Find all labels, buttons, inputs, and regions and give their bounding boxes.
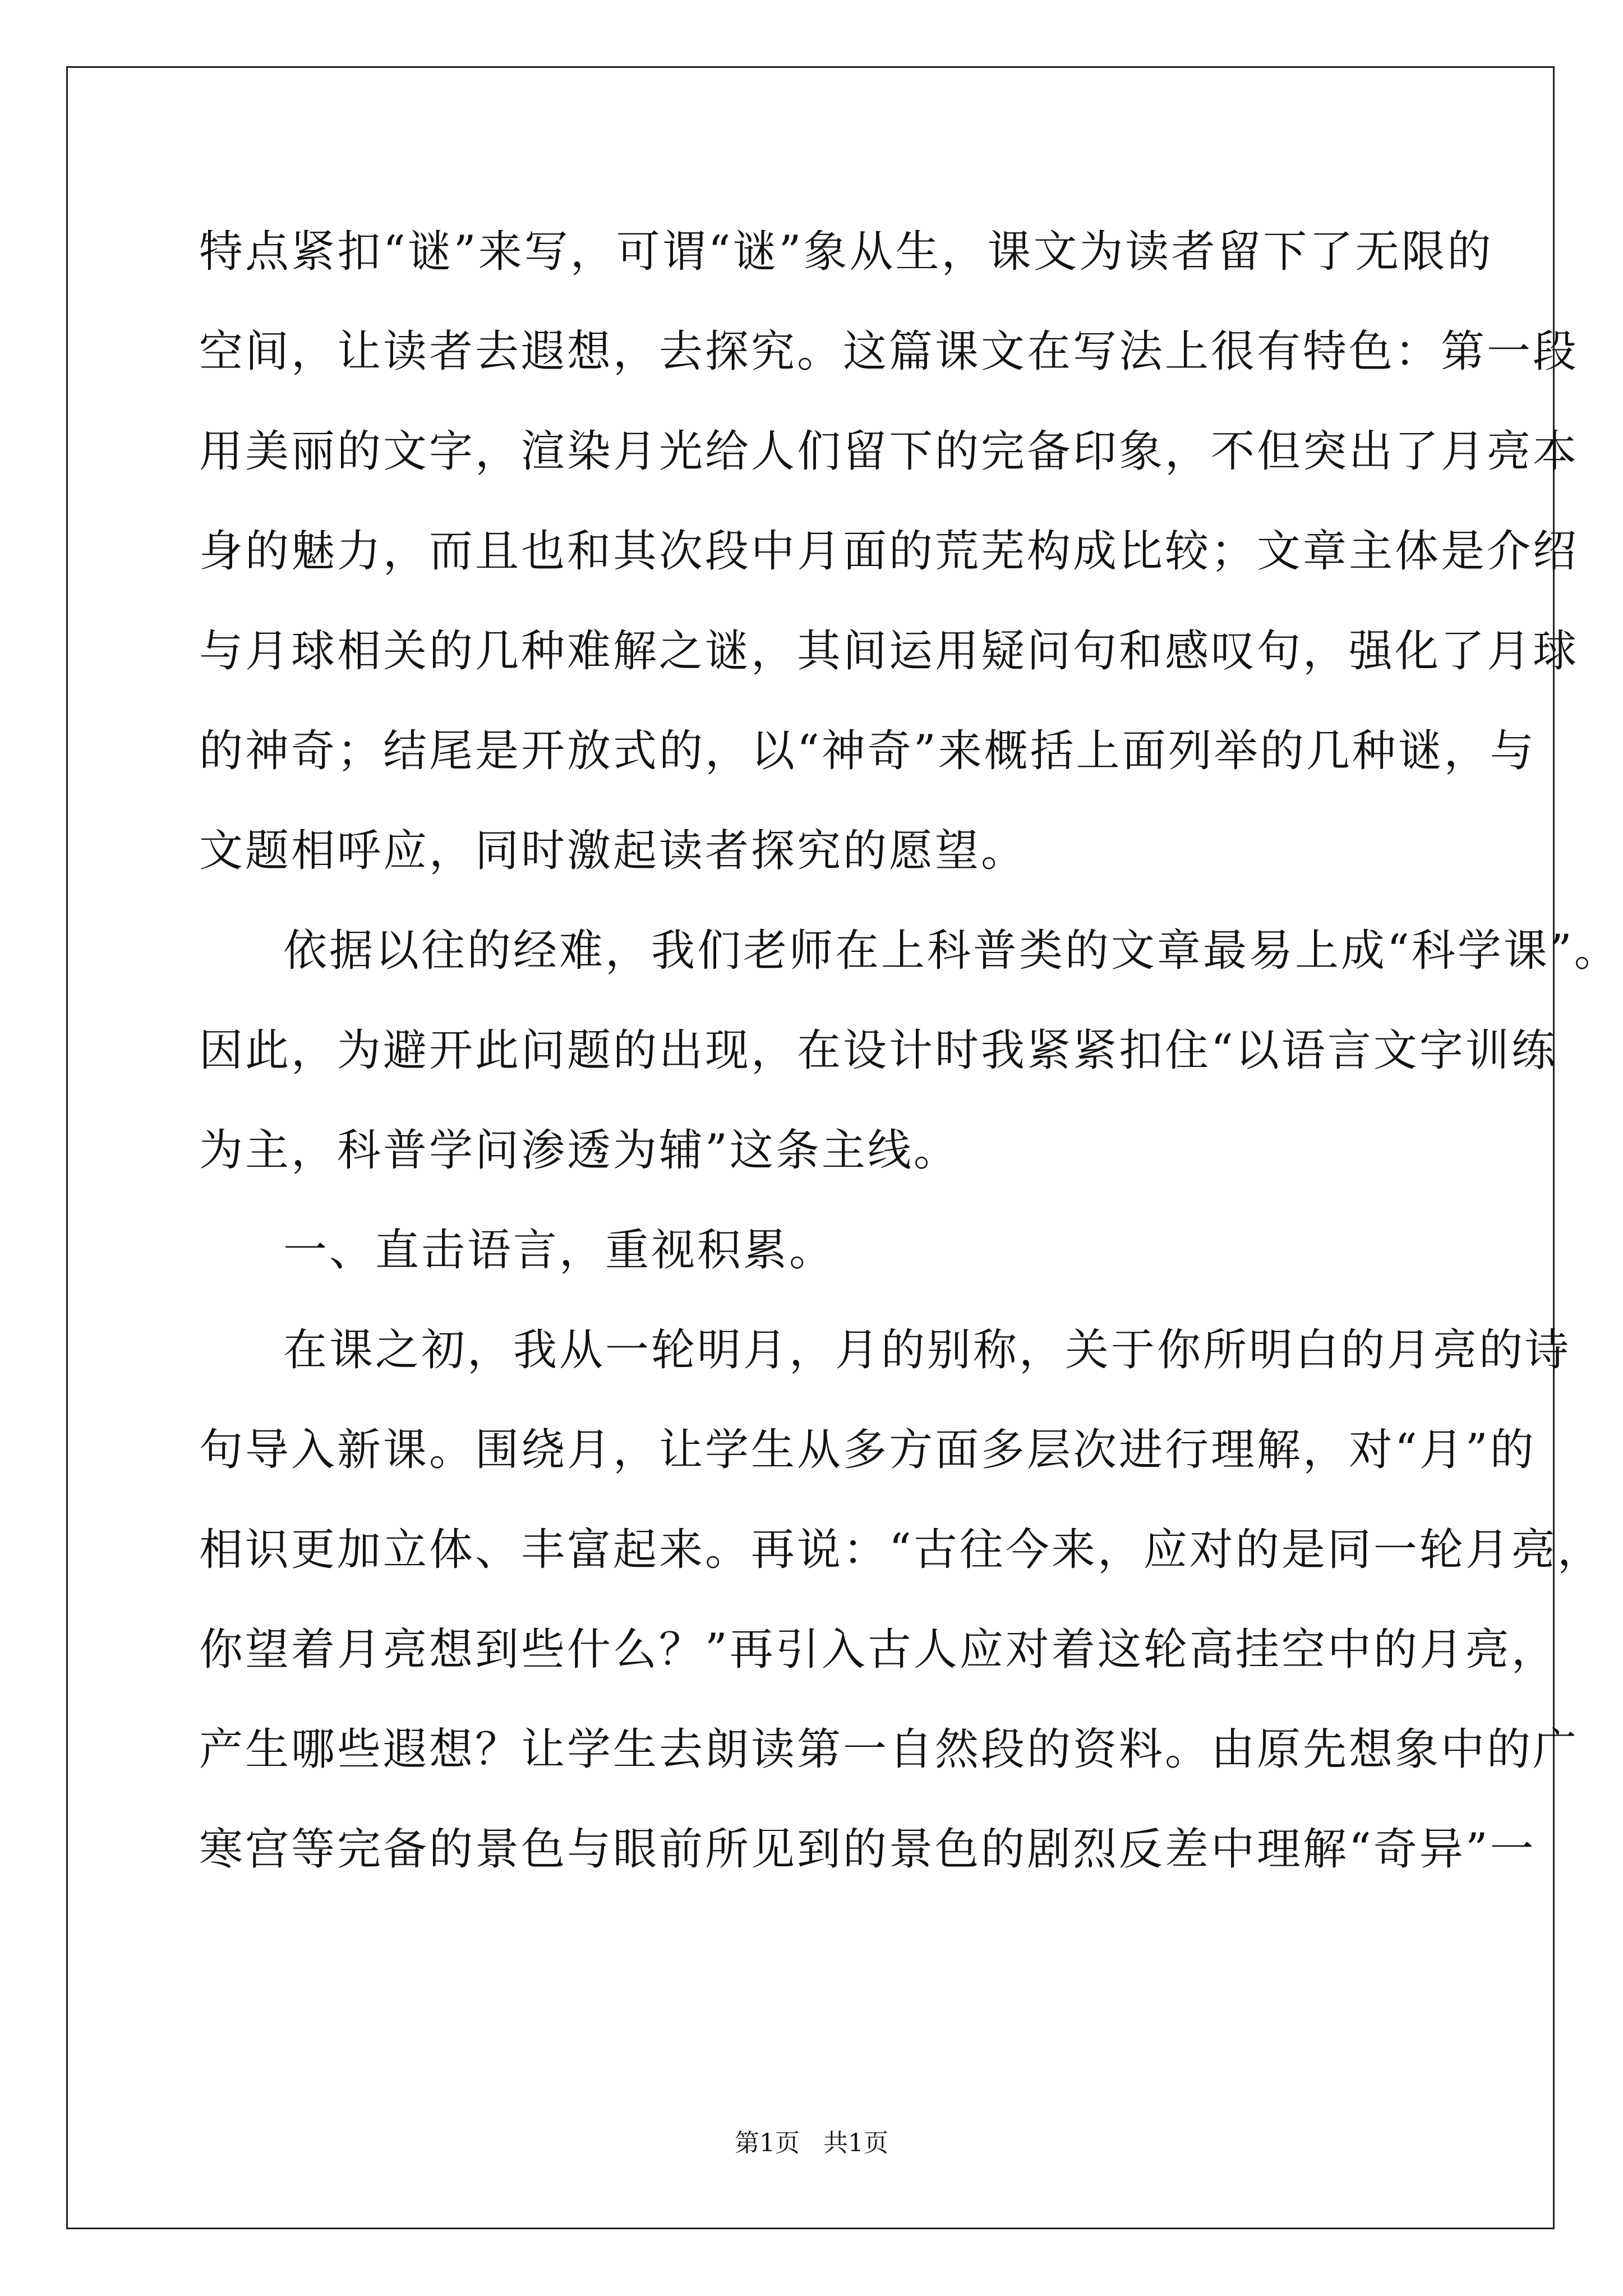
- text-line-5: 与月球相关的几种难解之谜，其间运用疑问句和感叹句，强化了月球: [199, 626, 1579, 677]
- text-line-13: 句导入新课。围绕月，让学生从多方面多层次进行理解，对“月”的: [199, 1425, 1536, 1475]
- text-line-9: 因此，为避开此问题的出现，在设计时我紧紧扣住“以语言文字训练: [199, 1025, 1557, 1076]
- section-heading: 一、直击语言，重视积累。: [283, 1225, 836, 1276]
- text-line-7: 文题相呼应，同时激起读者探究的愿望。: [199, 826, 1027, 876]
- text-line-3: 用美丽的文字，渲染月光给人们留下的完备印象，不但突出了月亮本: [199, 426, 1579, 477]
- text-line-1: 特点紧扣“谜”来写，可谓“谜”象从生，课文为读者留下了无限的: [199, 227, 1493, 277]
- text-line-15: 你望着月亮想到些什么？”再引入古人应对着这轮高挂空中的月亮，: [199, 1625, 1557, 1675]
- text-line-17: 寒宫等完备的景色与眼前所见到的景色的剧烈反差中理解“奇异”一: [199, 1824, 1536, 1875]
- text-line-2: 空间，让读者去遐想，去探究。这篇课文在写法上很有特色：第一段: [199, 326, 1579, 377]
- text-line-16: 产生哪些遐想？让学生去朗读第一自然段的资料。由原先想象中的广: [199, 1724, 1579, 1775]
- page-footer: 第1页 共1页: [735, 2129, 888, 2157]
- text-line-8: 依据以往的经难，我们老师在上科普类的文章最易上成“科学课”。: [283, 926, 1620, 976]
- text-line-6: 的神奇；结尾是开放式的，以“神奇”来概括上面列举的几种谜，与: [199, 726, 1536, 776]
- text-line-10: 为主，科普学问渗透为辅”这条主线。: [199, 1125, 960, 1176]
- text-line-14: 相识更加立体、丰富起来。再说：“古往今来，应对的是同一轮月亮，: [199, 1525, 1603, 1575]
- text-line-4: 身的魅力，而且也和其次段中月面的荒芜构成比较；文章主体是介绍: [199, 526, 1579, 577]
- text-line-12: 在课之初，我从一轮明月，月的别称，关于你所明白的月亮的诗: [283, 1325, 1571, 1375]
